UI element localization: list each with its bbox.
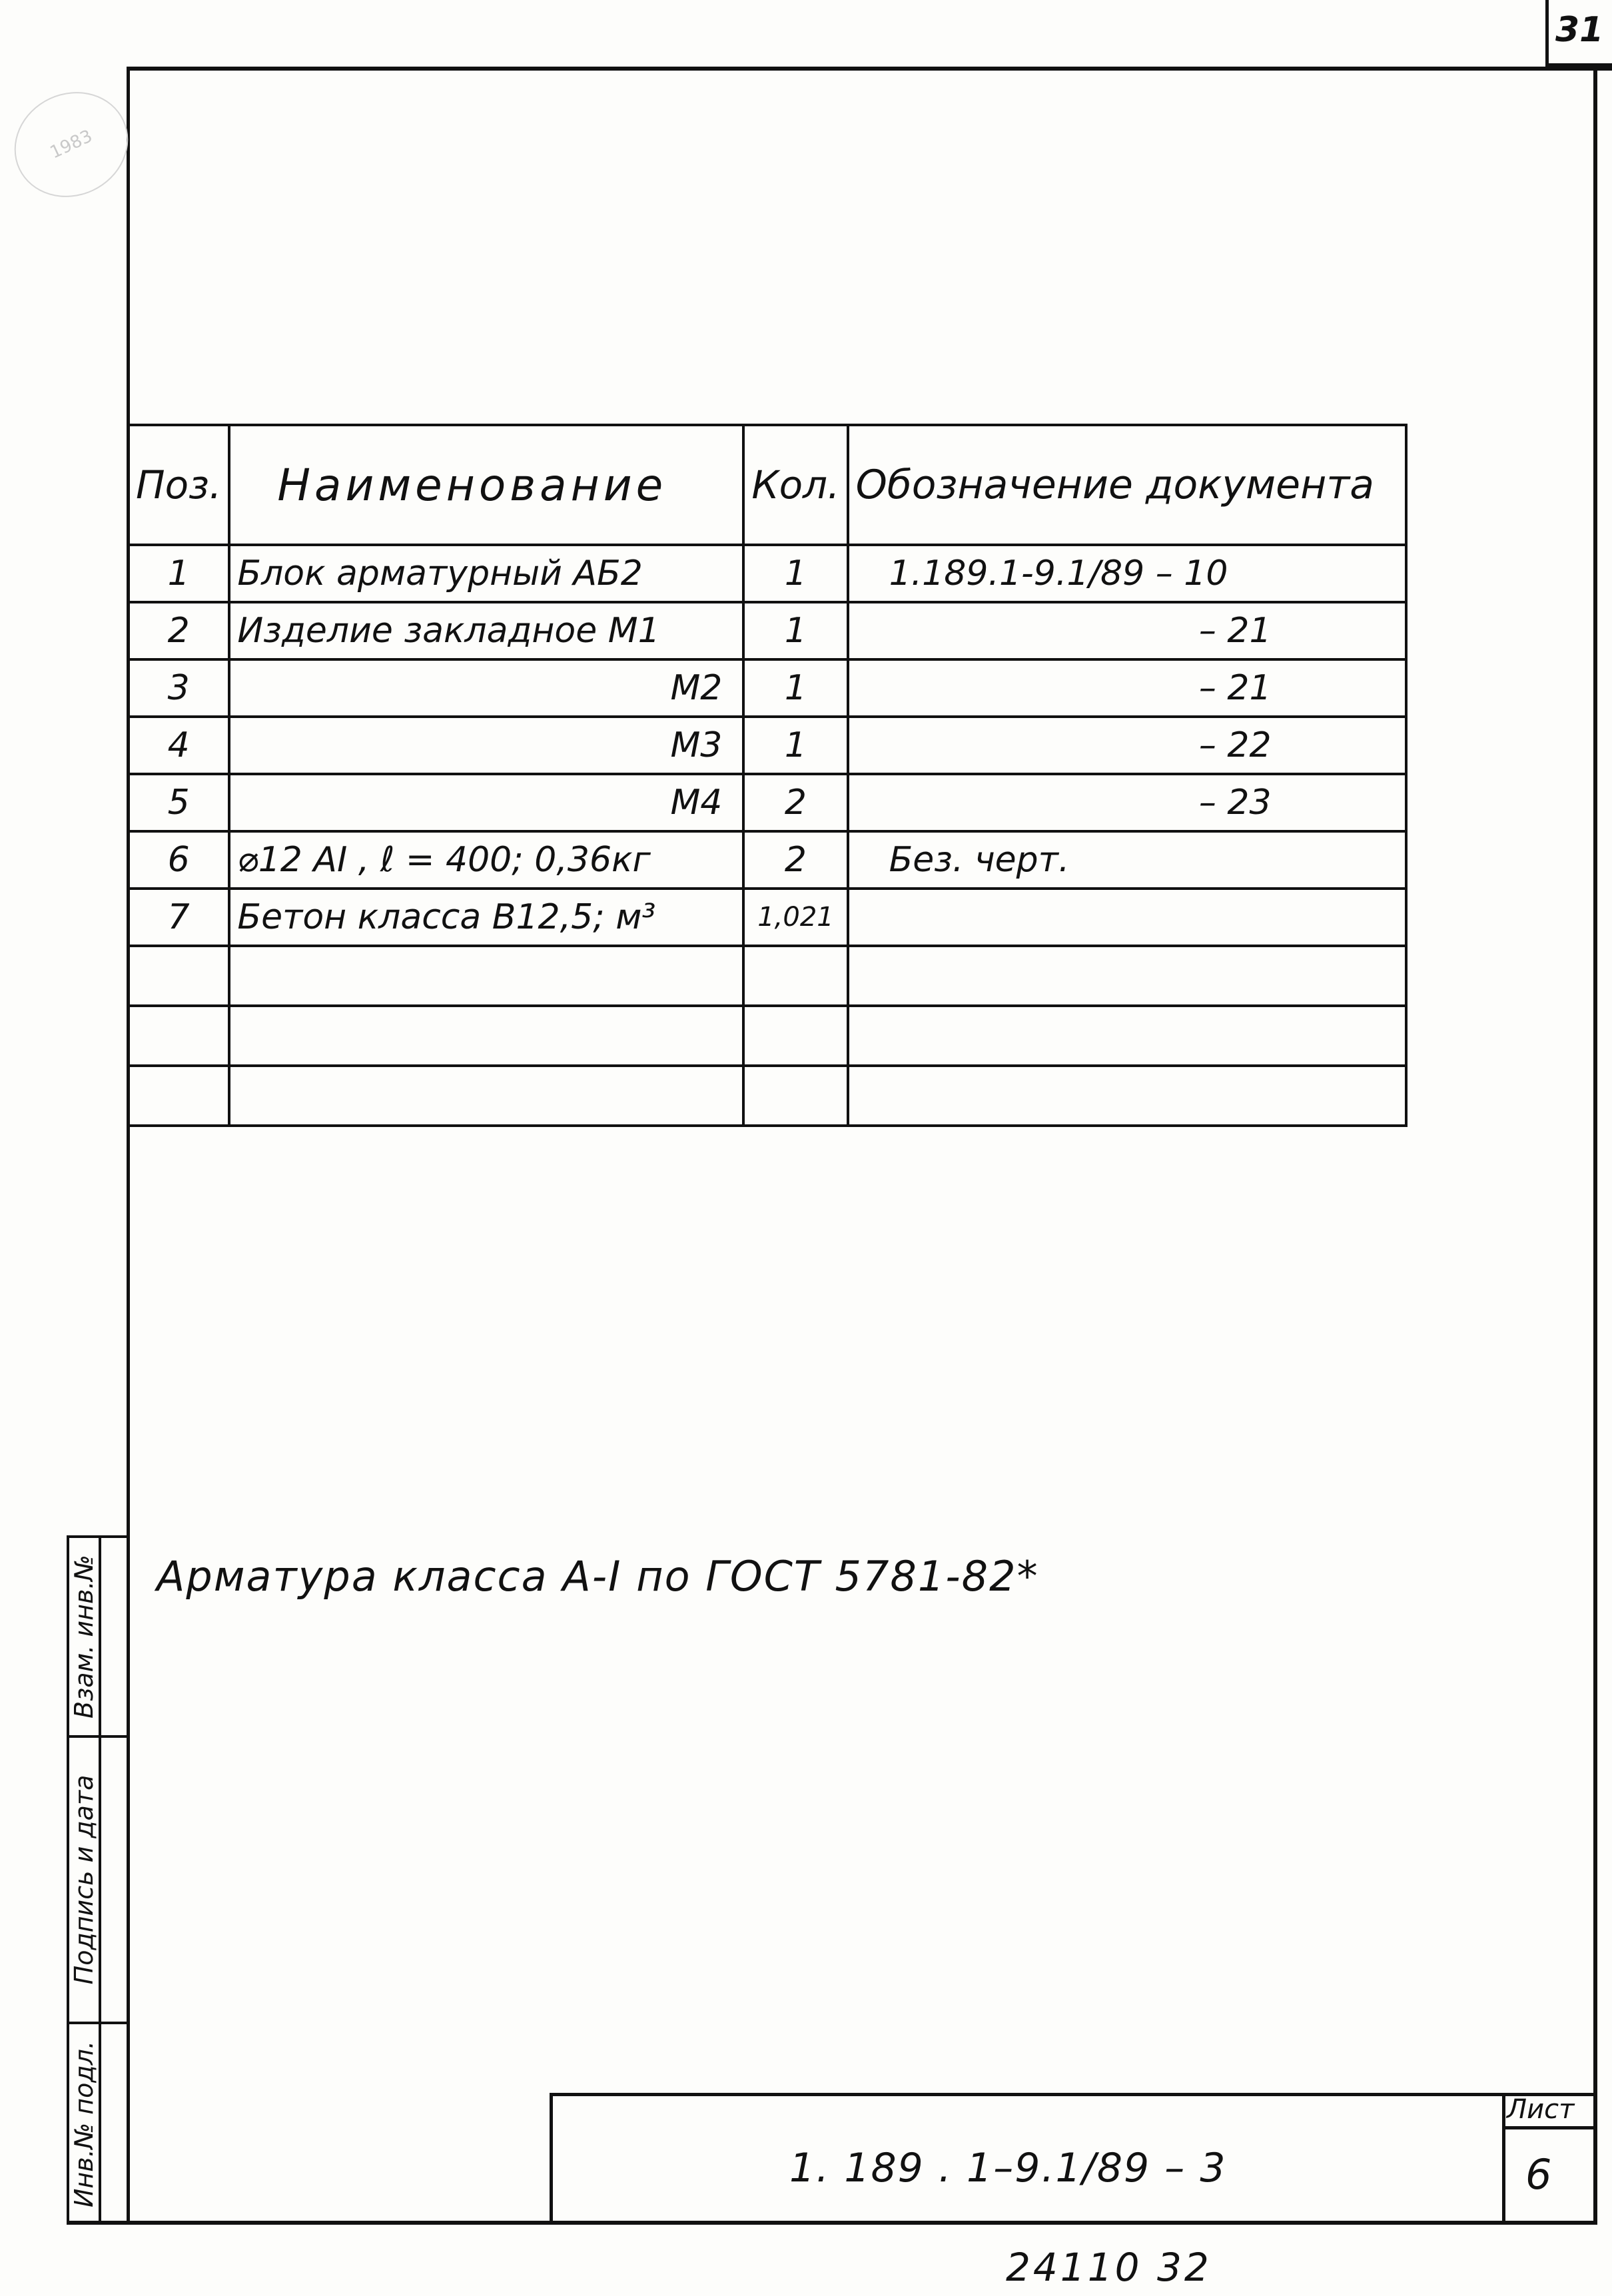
cell-doc: Без. черт. (848, 831, 1406, 889)
cell-qty: 1,021 (743, 889, 847, 946)
margin-cell-replace-inv (69, 1538, 129, 1738)
header-doc: Обозначение документа (848, 425, 1406, 545)
cell-doc: 1.189.1-9.1/89 – 10 (848, 545, 1406, 602)
cell-pos: 6 (128, 831, 229, 889)
sheet-label: Лист (1507, 2094, 1575, 2125)
table-row (128, 545, 1406, 602)
stamp-text: 1983 (47, 126, 96, 163)
cell-pos: 4 (128, 717, 229, 774)
cell-doc: – 21 (848, 659, 1406, 717)
margin-stamp (67, 1535, 127, 2225)
margin-cell-inv-orig (69, 2024, 129, 2224)
margin-cell-sign-date (69, 1738, 129, 2024)
cell-doc: – 22 (848, 717, 1406, 774)
cell-doc: – 21 (848, 602, 1406, 659)
cell-name: М2 (229, 659, 743, 717)
table-row-empty (128, 1066, 1406, 1126)
cell-name: М4 (229, 774, 743, 831)
cell-qty: 1 (743, 717, 847, 774)
table-row (128, 717, 1406, 774)
cell-pos: 1 (128, 545, 229, 602)
table-row-empty (128, 1006, 1406, 1066)
table-row (128, 602, 1406, 659)
header-qty: Кол. (743, 425, 847, 545)
table-row (128, 774, 1406, 831)
header-pos: Поз. (128, 425, 229, 545)
reinforcement-note: Арматура класса А-I по ГОСТ 5781-82* (157, 1552, 1039, 1601)
corner-number: 31 (1555, 10, 1604, 50)
margin-label-sign-date: Подпись и дата (69, 1774, 99, 1985)
cell-doc: – 23 (848, 774, 1406, 831)
cell-qty: 2 (743, 831, 847, 889)
frame-top-line (127, 67, 1612, 71)
margin-label-replace-inv: Взам. инв.№ (69, 1555, 99, 1719)
cell-qty: 1 (743, 545, 847, 602)
margin-label-inv-orig: Инв.№ подл. (69, 2040, 99, 2208)
table-row (128, 659, 1406, 717)
cell-doc (848, 889, 1406, 946)
cell-name: ⌀12 AI , ℓ = 400; 0,36кг (229, 831, 743, 889)
document-code: 1. 189 . 1–9.1/89 – 3 (789, 2145, 1227, 2191)
archive-number: 24110 32 (1006, 2245, 1212, 2290)
specification-table (127, 424, 1408, 1127)
faded-stamp (0, 73, 145, 215)
cell-pos: 5 (128, 774, 229, 831)
table-row-empty (128, 946, 1406, 1006)
cell-pos: 2 (128, 602, 229, 659)
cell-name: Изделие закладное М1 (229, 602, 743, 659)
cell-qty: 1 (743, 602, 847, 659)
header-name: Наименование (229, 425, 743, 545)
cell-qty: 1 (743, 659, 847, 717)
cell-name: М3 (229, 717, 743, 774)
cell-pos: 7 (128, 889, 229, 946)
cell-qty: 2 (743, 774, 847, 831)
table-header-row (128, 425, 1406, 545)
table-row (128, 889, 1406, 946)
cell-name: Бетон класса В12,5; м³ (229, 889, 743, 946)
cell-pos: 3 (128, 659, 229, 717)
table-row (128, 831, 1406, 889)
frame-right-line (1593, 67, 1597, 2225)
sheet-number: 6 (1525, 2150, 1552, 2199)
cell-name: Блок арматурный АБ2 (229, 545, 743, 602)
sheet-divider (1502, 2126, 1597, 2129)
